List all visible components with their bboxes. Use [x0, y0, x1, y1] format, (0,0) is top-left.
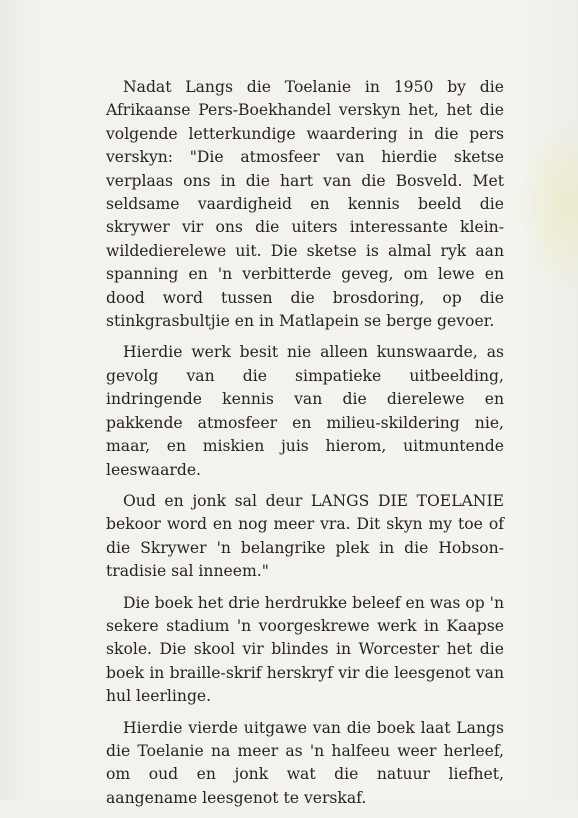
- paragraph-5: [106, 717, 504, 811]
- paragraph-1: [106, 76, 504, 333]
- text-line: skool vir blindes in Worcester het die boek in braille-: [106, 640, 504, 682]
- text-line: Nadat Langs die Toelanie in 1950 by die Afrikaanse: [106, 78, 504, 120]
- text-line: stadium 'n voorgeskrewe werk in Kaapse skole. Die: [106, 616, 504, 659]
- text-line: die dierelewe en pakkende atmosfeer en milieu-: [106, 390, 504, 432]
- text-line: verskaf.: [303, 788, 367, 807]
- paper-stain: [518, 120, 578, 290]
- text-line: die Bosveld. Met seldsame vaardigheid en kennis beeld: [106, 171, 504, 214]
- text-line: wildedierelewe uit. Die sketse is almal ryk aan spanning: [106, 241, 504, 284]
- text-line: Oud en jonk sal deur LANGS DIE TOELANIE: [123, 491, 504, 510]
- text-line: Skrywer 'n belangrike plek in die Hobson-tradisie sal: [106, 538, 504, 581]
- text-line: bekoor word en nog meer vra. Dit skyn my toe of die: [106, 515, 504, 557]
- paragraph-4: [106, 592, 504, 709]
- text-line: van die simpatieke uitbeelding, indringende kennis van: [106, 366, 504, 409]
- text-line: die skrywer vir ons die uiters interessante klein-: [106, 195, 504, 237]
- text-line: Hierdie werk besit nie alleen kunswaarde, as gevolg: [106, 343, 504, 385]
- text-line: Hierdie vierde uitgawe van die boek laat Langs die: [106, 718, 504, 760]
- text-line: skrif herskryf vir die leesgenot van hul leerlinge.: [106, 663, 504, 706]
- text-line: jonk wat die natuur liefhet, aangename leesgenot te: [106, 765, 504, 807]
- paragraph-2: [106, 341, 504, 481]
- text-line: die brosdoring, op die stinkgrasbultjie en in Matlapein: [106, 288, 504, 331]
- text-line: skildering nie, maar, en miskien juis hierom,: [106, 413, 504, 456]
- text-line: atmosfeer van hierdie sketse verplaas ons in die hart van: [106, 148, 504, 190]
- text-line: letterkundige waardering in die pers verskyn: "Die: [106, 124, 504, 167]
- body-text: [106, 76, 504, 818]
- text-line: uitmuntende leeswaarde.: [106, 437, 505, 479]
- text-line: Toelanie na meer as 'n halfeeu weer herleef, om oud en: [106, 741, 504, 784]
- text-line: Pers-Boekhandel verskyn het, het die volgende: [106, 101, 504, 143]
- text-line: en 'n verbitterde geveg, om lewe en dood word tussen: [106, 265, 504, 307]
- paragraph-3: [106, 490, 504, 584]
- text-line: Die boek het drie herdrukke beleef en was op 'n sekere: [106, 593, 504, 635]
- text-line: se berge gevoer.: [364, 312, 495, 331]
- text-line: inneem.": [198, 562, 269, 581]
